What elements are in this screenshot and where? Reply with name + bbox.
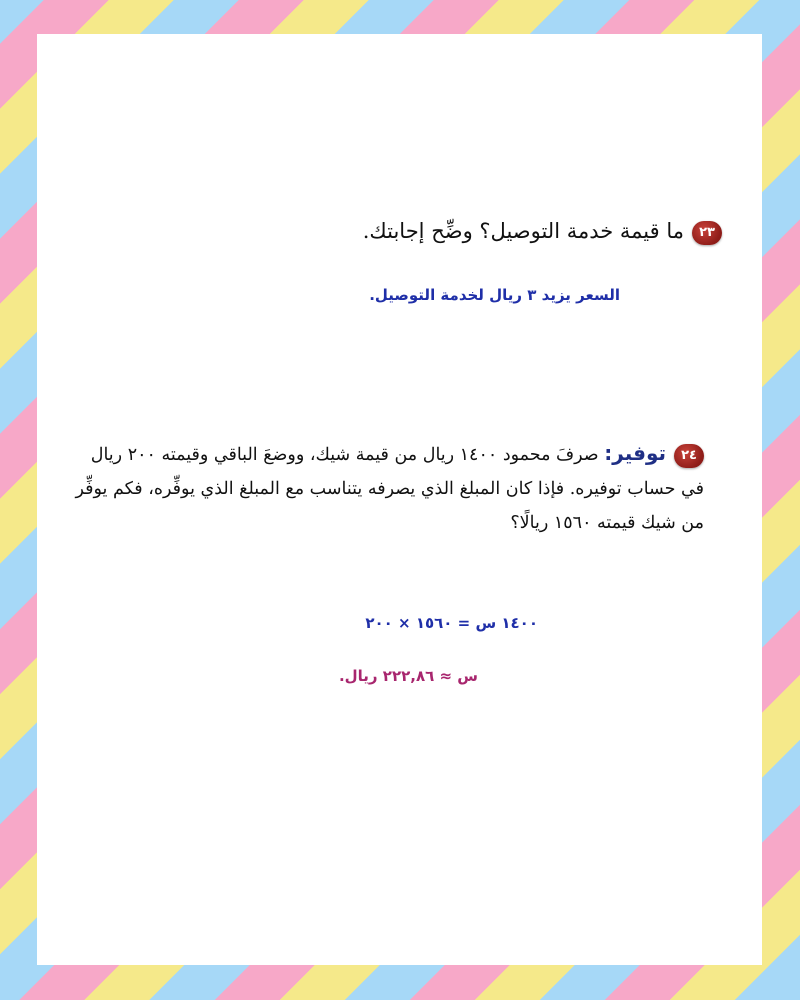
worksheet-page bbox=[37, 34, 762, 965]
question-label: توفير: bbox=[604, 441, 666, 465]
question-24 bbox=[74, 436, 704, 540]
question-number-badge: ٢٤ bbox=[674, 444, 704, 468]
answer-23: السعر يزيد ٣ ريال لخدمة التوصيل. bbox=[369, 286, 620, 304]
question-text: صرفَ محمود ١٤٠٠ ريال من قيمة شيك، ووضعَ الباقي وقيمته ٢٠٠ ريال في حساب توفيره. فإذا كان المبلغ الذي يصرفه يتناسب مع المبلغ الذي يوفِّره، فكم يوفِّر من شيك قيمته ١٥٦٠ ريالًا؟ bbox=[75, 445, 704, 533]
answer-24-result: س ≈ ٢٢٢,٨٦ ريال. bbox=[338, 667, 478, 685]
question-text: ما قيمة خدمة التوصيل؟ وضِّح إجابتك. bbox=[362, 219, 684, 243]
question-23 bbox=[82, 214, 722, 248]
answer-24-equation: ١٤٠٠ س = ١٥٦٠ × ٢٠٠ bbox=[365, 614, 538, 632]
question-number-badge: ٢٣ bbox=[692, 221, 722, 245]
